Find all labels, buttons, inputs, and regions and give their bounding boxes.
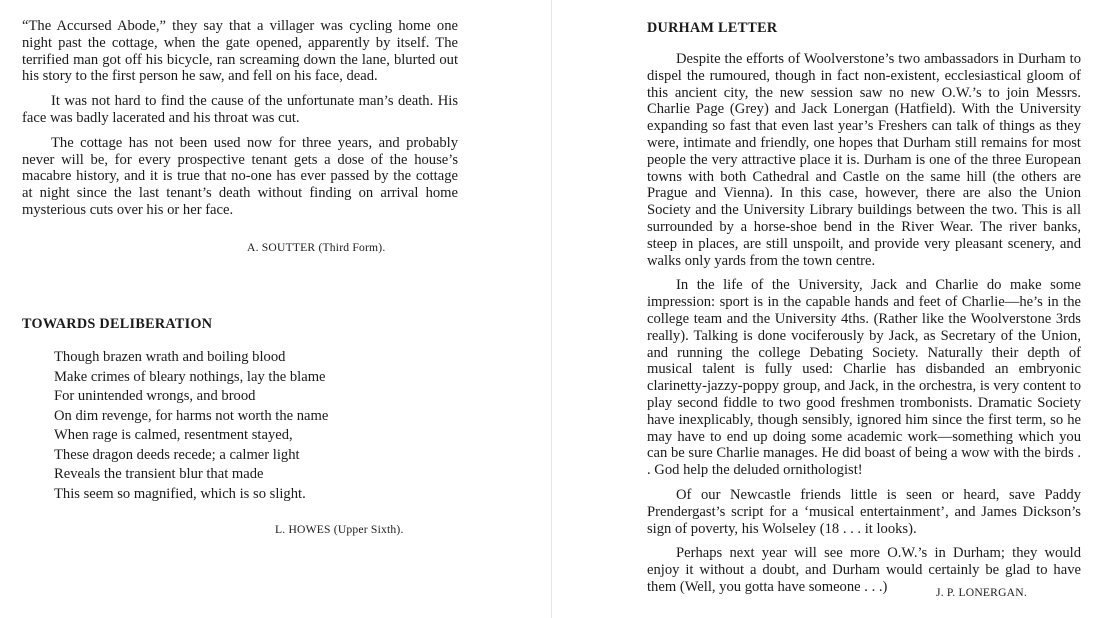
story-paragraph-2: It was not hard to find the cause of the unfortunate man’s death. His face was badly lacerated and his throat was cut. [22,93,458,126]
poem-signature: L. HOWES (Upper Sixth). [275,523,404,536]
story-signature: A. SOUTTER (Third Form). [247,241,386,254]
article-paragraph-4: Perhaps next year will see more O.W.’s in Durham; they would enjoy it without a doubt, and Durham would certainly be glad to have them (Well, you gotta have someone . . .) [647,545,1081,595]
poem-title: TOWARDS DELIBERATION [22,316,213,332]
left-page [0,0,552,618]
story-paragraph-1: “The Accursed Abode,” they say that a villager was cycling home one night past the cottage, when the gate opened, apparently by itself. The terrified man got off his bicycle, ran screaming down the lane, blurted out his story to the first person he saw, and fell on his face, dead. [22,18,458,85]
poem-line: On dim revenge, for harms not worth the name [54,407,329,424]
story-body [22,18,458,219]
story-paragraph-3: The cottage has not been used now for three years, and probably never will be, for every prospective tenant gets a dose of the house’s macabre history, and it is true that no-one has ever passed by the cottage at night since the last tenant’s death without finding on arrival home mysterious cuts over his or her face. [22,134,458,218]
poem-line: For unintended wrongs, and brood [54,388,256,404]
poem-line: These dragon deeds recede; a calmer light [54,446,300,463]
article-paragraph-1: Despite the efforts of Woolverstone’s two ambassadors in Durham to dispel the rumoured, though in fact non-existent, ecclesiastical gloom of this ancient city, the new session saw no new O.W.’s to join Messrs. Charlie Page (Grey) and Jack Lonergan (Hatfield). With the University expanding so fast that even last year’s Freshers can talk of things as they were, intimate and friendly, one hopes that Durham still remains for most people the very attractive place it is. Durham is one of the three European towns with both Cathedral and Castle on the same hill (the others are Prague and Vienna). In this case, however, there are also the Union Society and the University Library buildings between the two. This is all surrounded by a horse-shoe bend in the River Wear. The river banks, steep in places, are still unspoilt, and provide very pleasant scenery, and walks only yards from the town centre. [647,51,1081,269]
article-signature: J. P. LONERGAN. [936,586,1027,599]
article-title: DURHAM LETTER [647,20,778,36]
poem-line: When rage is calmed, resentment stayed, [54,427,293,443]
article-paragraph-2: In the life of the University, Jack and Charlie do make some impression: sport is in the capable hands and feet of Charlie—he’s in the college team and the University 4ths. (Rather like the Woolverstone 3rds really). Talking is done vociferously by Jack, as Secretary of the Union, and running the college Debating Society. Naturally their depth of musical talent is fully used: Charlie has disbanded an embryonic clarinetty-jazzy-poppy group, and Jack, in the orchestra, is very content to play second fiddle to two good freshmen trombonists. Dramatic Society have inexplicably, though sensibly, ignored him since the first term, so he may have to end up doing some academic work—something which you can be sure Charlie manages. He did boast of being a wow with the birds . . God help the deluded ornithologist! [647,277,1081,479]
poem [54,348,328,504]
poem-line: Reveals the transient blur that made [54,466,264,482]
article-body [647,51,1081,596]
poem-line: Though brazen wrath and boiling blood [54,349,286,365]
poem-line: Make crimes of bleary nothings, lay the blame [54,368,326,385]
right-page [552,0,1105,618]
article-paragraph-3: Of our Newcastle friends little is seen or heard, save Paddy Prendergast’s script for a ‘musical entertainment’, and James Dickson’s sign of poverty, his Wolseley (18 . . . it looks). [647,486,1081,537]
poem-line: This seem so magnified, which is so slight. [54,485,306,502]
